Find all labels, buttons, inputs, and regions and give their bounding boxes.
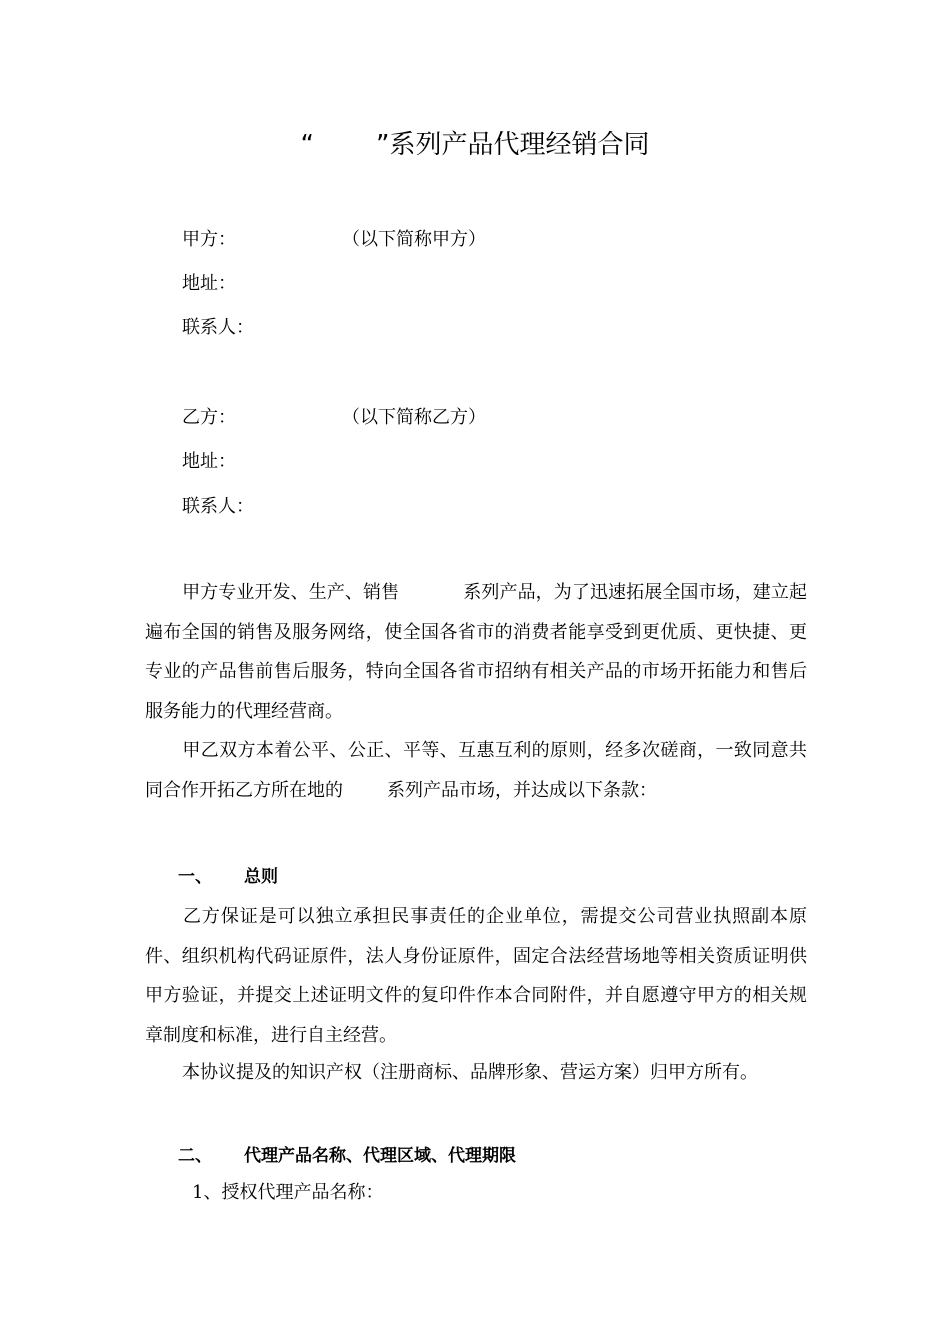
section-2-item-1: 1、授权代理产品名称： (192, 1182, 384, 1203)
intro-p1-part2: 系列产品，为了迅速拓展全国市场，建立起遍布全国的销售及服务网络，使全国各省市的消费者能享受到更优质、更快捷、更专业的产品售前售后服务，特向全国各省市招纳有相关产品的市场开拓能力和售后服务能力的代理经营商。 (145, 582, 807, 722)
section-2-title: 代理产品名称、代理区域、代理期限 (244, 1146, 516, 1166)
intro-p1-part1: 甲方专业开发、生产、销售 (182, 582, 400, 603)
intro-p2-part1: 甲乙双方本着公平、公正、平等、互惠互利的原则，经多次磋商，一致同意共同合作开拓乙方所在地的 (145, 740, 807, 801)
section-1-paragraph-2 (145, 1053, 807, 1093)
title-quote-open: “ (300, 130, 314, 160)
title-quote-close: ” (375, 130, 390, 160)
intro-paragraph-1 (145, 573, 807, 731)
section-1-title: 总则 (244, 867, 278, 887)
section-1-paragraph-1 (145, 897, 807, 1055)
section-1-number: 一、 (178, 867, 212, 887)
party-b-note: （以下简称乙方） (342, 407, 486, 428)
party-a-contact-label: 联系人： (182, 317, 254, 338)
party-a-label: 甲方： (182, 229, 236, 250)
party-a-address-label: 地址： (182, 273, 236, 294)
intro-p2-part2: 系列产品市场，并达成以下条款： (387, 779, 657, 801)
section-1-p2-text: 本协议提及的知识产权（注册商标、品牌形象、营运方案）归甲方所有。 (182, 1062, 758, 1083)
section-1-p1-text: 乙方保证是可以独立承担民事责任的企业单位，需提交公司营业执照副本原件、组织机构代码证原件，法人身份证原件，固定合法经营场地等相关资质证明供甲方验证，并提交上述证明文件的复印件作本合同附件，并自愿遵守甲方的相关规章制度和标准，进行自主经营。 (145, 906, 807, 1046)
title-text: 系列产品代理经销合同 (389, 130, 650, 160)
party-b-label: 乙方： (182, 407, 236, 428)
party-b-contact-label: 联系人： (182, 496, 254, 517)
intro-paragraph-2 (145, 731, 807, 810)
party-a-note: （以下简称甲方） (342, 229, 486, 250)
party-b-address-label: 地址： (182, 451, 236, 472)
section-2-number: 二、 (178, 1146, 212, 1166)
contract-title (0, 124, 950, 161)
